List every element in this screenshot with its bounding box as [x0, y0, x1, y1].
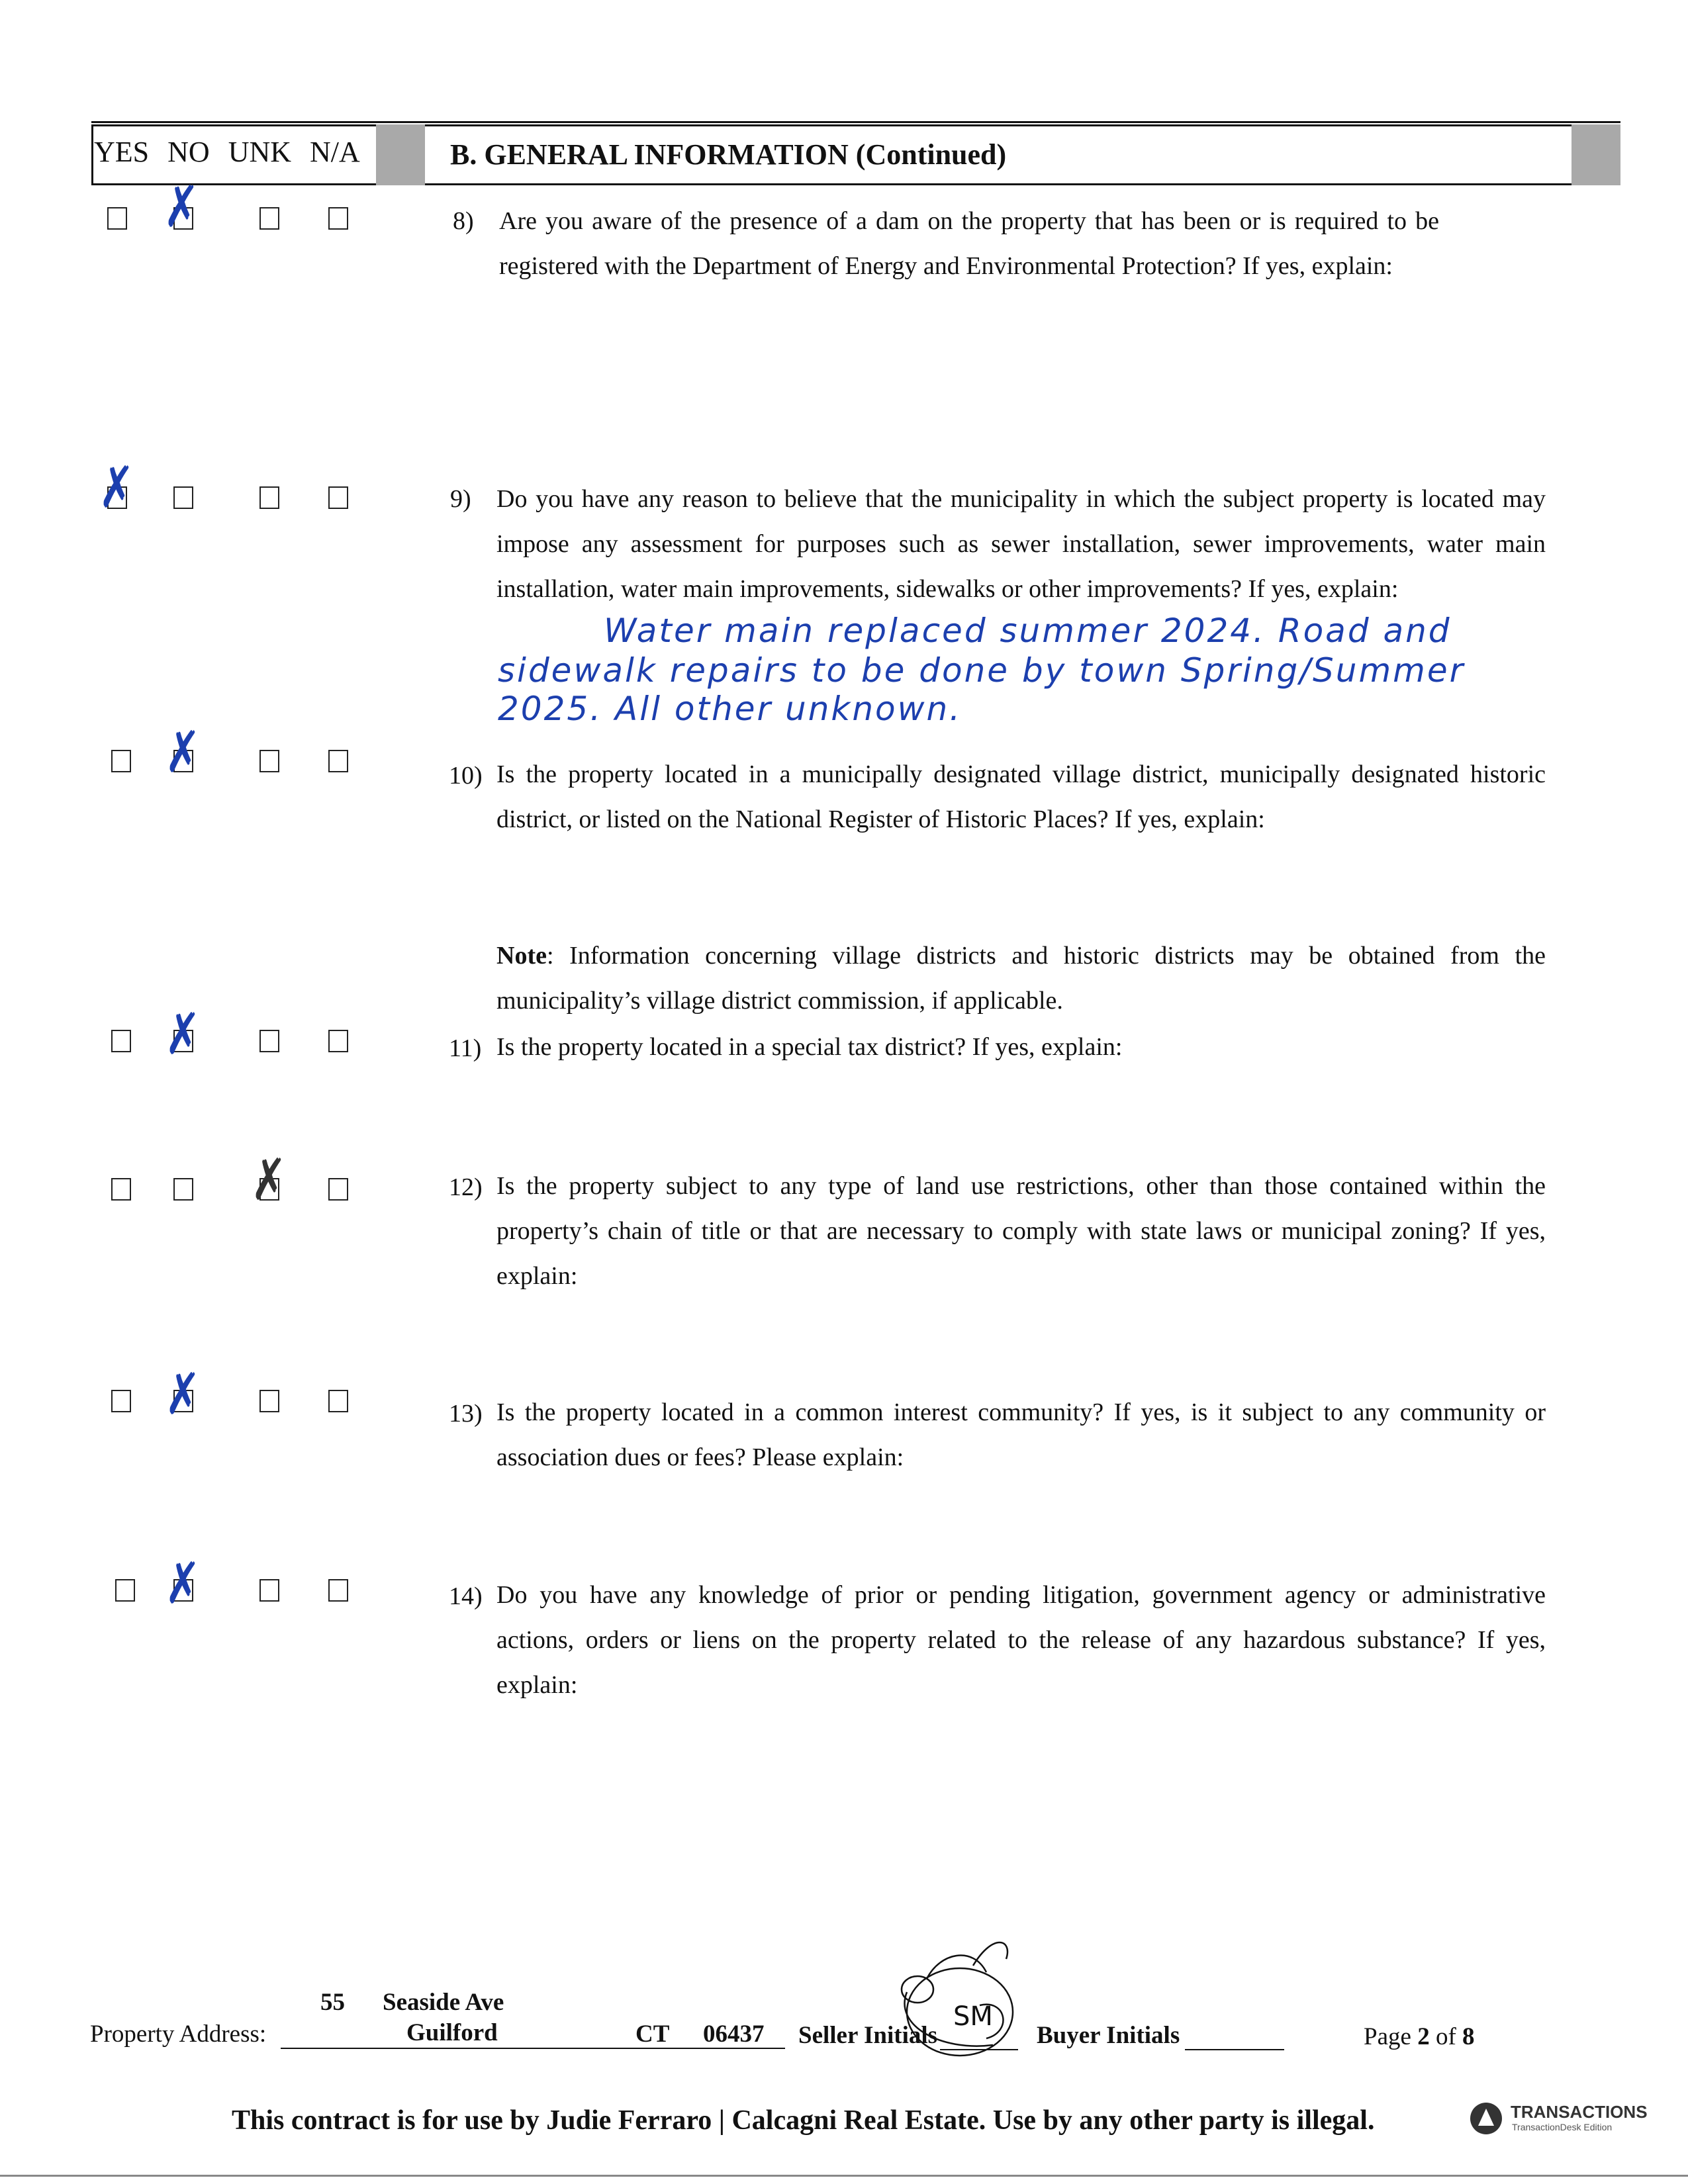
q13-yes-checkbox[interactable]: [111, 1390, 131, 1412]
q10-note: [496, 933, 1546, 1023]
footer-zip: 06437: [703, 2021, 765, 2048]
q12-number: 12): [449, 1173, 483, 1201]
q10-text: Is the property located in a municipally designated village district, municipally designated historic district, or listed on the National Register of Historic Places? If yes, explain:: [496, 760, 1546, 833]
page-indicator: [1364, 2023, 1475, 2051]
col-yes: YES: [94, 136, 150, 168]
q12-no-checkbox[interactable]: [173, 1178, 193, 1201]
q11-unk-checkbox[interactable]: [259, 1030, 279, 1052]
q8-text: Are you aware of the presence of a dam on the property that has been or is required to be registered with the Department of Energy and Environmental Protection? If yes, explain:: [499, 207, 1439, 280]
answer-column-headers: [94, 135, 379, 169]
q8-no-check-mark: ✗: [164, 174, 200, 240]
transactions-logo-icon: [1467, 2099, 1505, 2138]
seller-initials-text: SM: [953, 2001, 993, 2032]
col-unk: UNK: [228, 136, 292, 168]
q10-unk-checkbox[interactable]: [259, 750, 279, 772]
q12-unk-check-mark: ✗: [251, 1147, 287, 1213]
q10-note-text: : Information concerning village districts and historic districts may be obtained from the municipality’s village district commission, if applicable.: [496, 942, 1546, 1015]
header-top-rule: [91, 121, 1620, 123]
q9-handwritten-answer-line-1: Water main replaced summer 2024. Road and: [604, 612, 1452, 650]
q11-na-checkbox[interactable]: [328, 1030, 348, 1052]
page-total: 8: [1462, 2023, 1475, 2050]
header-shade-left: [376, 124, 425, 185]
logo-title: TRANSACTIONS: [1511, 2102, 1648, 2122]
q12-yes-checkbox[interactable]: [111, 1178, 131, 1201]
q10-no-check-mark: ✗: [165, 719, 201, 786]
q14-na-checkbox[interactable]: [328, 1579, 348, 1602]
page-bottom-rule: [0, 2175, 1688, 2177]
q14-no-check-mark: ✗: [165, 1551, 201, 1617]
q9-handwritten-answer-line-3: 2025. All other unknown.: [498, 690, 962, 728]
q14-yes-checkbox[interactable]: [115, 1579, 135, 1602]
q9-handwritten-answer-line-2: sidewalk repairs to be done by town Spring/Summer: [498, 651, 1466, 690]
page-prefix: Page: [1364, 2023, 1418, 2050]
q11-text: Is the property located in a special tax district? If yes, explain:: [496, 1033, 1123, 1061]
seller-initials-label: Seller Initials: [798, 2022, 938, 2049]
q11-number: 11): [449, 1034, 482, 1062]
q9-na-checkbox[interactable]: [328, 486, 348, 509]
q8-na-checkbox[interactable]: [328, 207, 348, 230]
logo-subtitle: TransactionDesk Edition: [1512, 2122, 1613, 2132]
q13-text: Is the property located in a common interest community? If yes, is it subject to any community or association dues or fees? Please explain:: [496, 1398, 1546, 1471]
seller-initials-signature: [880, 1926, 1033, 2065]
q10-yes-checkbox[interactable]: [111, 750, 131, 772]
q12-text: Is the property subject to any type of land use restrictions, other than those contained within the property’s chain of title or that are necessary to comply with state laws or municipal zoning? If yes, explain:: [496, 1172, 1546, 1290]
page-number: 2: [1417, 2023, 1430, 2050]
section-title: B. GENERAL INFORMATION (Continued): [450, 138, 1007, 171]
q9-number: 9): [450, 485, 471, 513]
q10-na-checkbox[interactable]: [328, 750, 348, 772]
q10-number: 10): [449, 762, 483, 790]
footer-state: CT: [635, 2021, 670, 2048]
q9-yes-check-mark: ✗: [99, 455, 135, 521]
footer-city: Guilford: [406, 2019, 498, 2046]
buyer-initials-underline: [1185, 2049, 1284, 2050]
q12-na-checkbox[interactable]: [328, 1178, 348, 1201]
q11-no-check-mark: ✗: [165, 1001, 201, 1068]
header-shade-right: [1571, 124, 1620, 185]
col-na: N/A: [310, 136, 360, 168]
q14-number: 14): [449, 1582, 483, 1610]
q14-unk-checkbox[interactable]: [259, 1579, 279, 1602]
q9-text: Do you have any reason to believe that the municipality in which the subject property is located may impose any assessment for purposes such as sewer installation, sewer improvements, water main installation, water main improvements, sidewalks or other improvements? If yes, explain:: [496, 485, 1546, 603]
q13-no-check-mark: ✗: [165, 1361, 201, 1428]
buyer-initials-label: Buyer Initials: [1037, 2022, 1180, 2049]
q13-unk-checkbox[interactable]: [259, 1390, 279, 1412]
q13-number: 13): [449, 1400, 483, 1428]
col-no: NO: [167, 136, 210, 168]
q9-unk-checkbox[interactable]: [259, 486, 279, 509]
footer-street: Seaside Ave: [383, 1989, 504, 2016]
footer-street-number: 55: [320, 1989, 345, 2016]
q8-yes-checkbox[interactable]: [107, 207, 127, 230]
q13-na-checkbox[interactable]: [328, 1390, 348, 1412]
footer-address-label: Property Address:: [90, 2021, 267, 2048]
usage-notice: This contract is for use by Judie Ferraro | Calcagni Real Estate. Use by any other party is illegal.: [232, 2105, 1375, 2136]
q11-yes-checkbox[interactable]: [111, 1030, 131, 1052]
q14-text: Do you have any knowledge of prior or pending litigation, government agency or administrative actions, orders or liens on the property related to the release of any hazardous substance? If yes, explain:: [496, 1581, 1546, 1699]
q10-note-label: Note: [496, 942, 547, 970]
q8-unk-checkbox[interactable]: [259, 207, 279, 230]
q9-no-checkbox[interactable]: [173, 486, 193, 509]
page-mid: of: [1429, 2023, 1463, 2050]
q8-number: 8): [453, 207, 474, 235]
